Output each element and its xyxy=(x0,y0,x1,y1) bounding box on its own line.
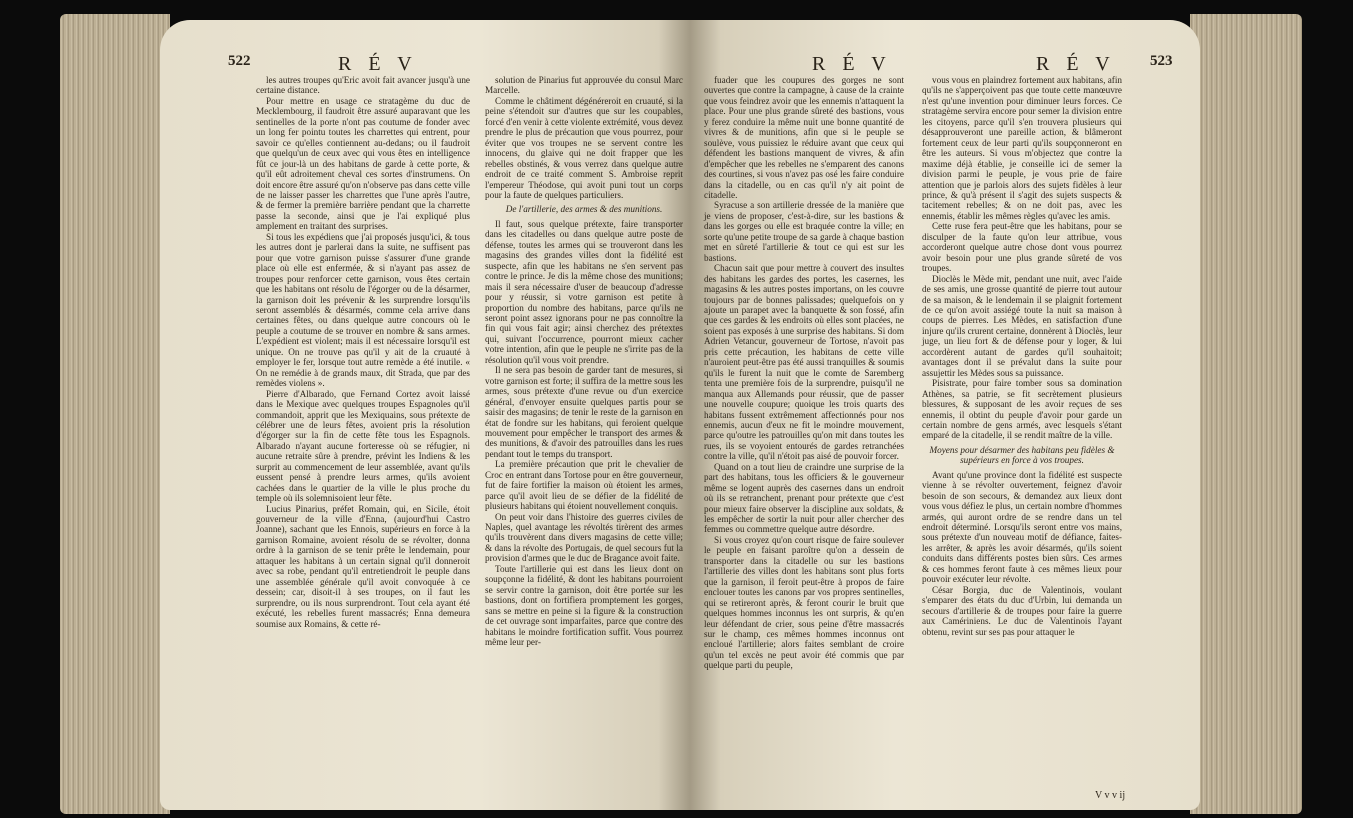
right-running-header-2: R É V xyxy=(1036,53,1116,75)
signature-mark: V v v ij xyxy=(1095,790,1126,801)
left-running-header: R É V xyxy=(338,53,418,75)
right-page-number: 523 xyxy=(1150,53,1173,69)
paragraph: Comme le châtiment dégénéreroit en cruauté, si la peine s'étendoit sur d'autres que sur les coupables, forcé d'en venir à cette violente extrémité, vous devez prendre le plus de précaution que vous pourrez, pour éviter que vos troupes ne se servent contre les innocens, du glaive qui ne doit frapper que les rebelles obstinés, & vous verrez dans quelque autre endroit de ce traité comment S. Ambroise reprit l'empereur Théodose, qui avoit puni tout un corps pour la faute de quelques particuliers. xyxy=(485,95,683,200)
paragraph: fuader que les coupures des gorges ne sont ouvertes que contre la campagne, à cause de la crainte que vous feindrez avoir que les ennemis n'attaquent la place. Pour une plus grande sûreté des bastions, vous y ferez conduire la même nuit une bonne quantité de vivres & de munitions, afin que si le peuple se soulève, vous puissiez le réduire avant que ceux qui défendent les bastions manquent de vivres, & afin d'empêcher que les rebelles ne s'emparent des canons des courtines, si vous n'avez pas osé les faire conduire dans la citadelle, ou en cas qu'il n'y ait point de citadelle. xyxy=(704,75,904,200)
paragraph: Lucius Pinarius, préfet Romain, qui, en Sicile, étoit gouverneur de la ville d'Enna, (aujourd'hui Castro Joanne), sachant que les Ennois, supérieurs en force à la garnison Romaine, avoient résolu de se révolter, donna ordre à la garnison de se tenir prête le lendemain, pour attaquer les habitans à un certain signal qu'il donneroit avec sa robe, pendant qu'il entretiendroit le peuple dans une assemblée générale qu'il avoit convoquée à ce dessein; car, disoit-il à ses troupes, on il faut les surprendre, ou ils nous surprendront. Tout cela ayant été exécuté, les rebelles furent massacrés; Enna demeura soumise aux Romains, & cette ré- xyxy=(256,503,470,629)
right-running-header-1: R É V xyxy=(812,53,892,75)
right-page xyxy=(690,20,1200,810)
left-page xyxy=(160,20,690,810)
left-page-edges xyxy=(60,14,170,814)
right-page-edges xyxy=(1190,14,1302,814)
paragraph: Si vous croyez qu'on court risque de faire soulever le peuple en faisant paroître qu'on a dessein de transporter dans la citadelle ou sur les bastions l'artillerie des villes dont les habitans sont plus forts que la garnison, il feroit peut-être à propos de faire enclouer toutes les canons par vos propres sentinelles, qui se retireront après, & feront courir le bruit que quelques hommes inconnus les ont surpris, & qu'en leur défendant de crier, sous peine d'être massacrés sur le champ, ces mêmes hommes inconnus ont encloué l'artillerie; alors faites semblant de croire qu'un tel excès ne peut avoir été commis que par quelque parti du peuple, xyxy=(704,534,904,671)
paragraph: les autres troupes qu'Eric avoit fait avancer jusqu'à une certaine distance. xyxy=(256,75,470,96)
right-column-2 xyxy=(922,75,1122,637)
paragraph: Quand on a tout lieu de craindre une surprise de la part des habitans, tous les officiers & le gouverneur même se logent auprès des casernes dans un endroit où ils se retranchent, prenant pour prétexte que c'est pour mieux faire observer la discipline aux soldats, & les empêcher de sortir la nuit pour aller chercher des femmes ou commettre quelque autre désordre. xyxy=(704,461,904,535)
paragraph: Il ne sera pas besoin de garder tant de mesures, si votre garnison est forte; il suffira de la mettre sous les armes, sous prétexte d'une revue ou d'un exercice général, d'envoyer ensuite quelques partis pour se saisir des magasins; de tenir le reste de la garnison en état de fondre sur les habitans, qui feroient quelque mouvement pour empêcher le transport des armes & des munitions, & d'avoir des patrouilles dans les rues pendant tout le temps du transport. xyxy=(485,365,683,459)
left-column-1 xyxy=(256,75,470,629)
paragraph: Dioclès le Mède mit, pendant une nuit, avec l'aide de ses amis, une grosse quantité de pierre tout autour de sa maison, & le lendemain il se plaignit fortement de ce qu'on avoit assiégé toute la nuit sa maison à coups de pierres. Les Mèdes, en satisfaction d'une injure qu'ils crurent certaine, donnèrent à Dioclès, leur juge, un lieu fort & de défense pour y loger, & lui accordèrent autant de gardes qu'il souhaitoit; avantages dont il se prévalut dans la suite pour assujettir les Mèdes sous sa puissance. xyxy=(922,273,1122,378)
paragraph: Chacun sait que pour mettre à couvert des insultes des habitans les gardes des portes, les casernes, les magasins & les autres postes importans, on les couvre toujours par de bonnes palissades; quelquefois on y ajoute un parapet avec la banquette & son fossé, afin que ces gardes & les endroits où elles sont placées, ne soient pas exposés à une surprise des habitans. Si dom Adrien Vetancur, gouverneur de Tortose, n'avoit pas pris cette précaution, les habitans de cette ville n'auroient peut-être pas été aussi tranquilles & soumis qu'ils le furent la nuit que le comte de Saremberg tenta une première fois de la surprendre, puisqu'il ne manqua aux Allemands pour réussir, que de passer une nouvelle coupure; quoique les trois quarts des habitans fussent extrêmement affectionnés pour nos ennemis, aucun d'eux ne fit le moindre mouvement, parce qu'outre les patrouilles qu'on mit dans toutes les rues, ils se voyoient entourés de gardes retranchées contre la ville, qu'il n'étoit pas aisé de pouvoir forcer. xyxy=(704,263,904,462)
paragraph: solution de Pinarius fut approuvée du consul Marc Marcelle. xyxy=(485,75,683,96)
paragraph: Pisistrate, pour faire tomber sous sa domination Athènes, sa patrie, se fit secrètement plusieurs blessures, & supposant de les avoir reçues de ses ennemis, il obtint du peuple d'avoir pour garde un certain nombre de gens armés, avec lesquels s'étant emparé de la citadelle, il se rendit maître de la ville. xyxy=(922,378,1122,441)
right-column-1 xyxy=(704,75,904,671)
left-section-heading: De l'artillerie, des armes & des munitions. xyxy=(505,204,663,215)
left-page-number: 522 xyxy=(228,53,251,69)
paragraph: Avant qu'une province dont la fidélité est suspecte vienne à se révolter ouvertement, feignez d'avoir besoin de son secours, & demandez aux lieux dont vous vous défiez le plus, un certain nombre d'hommes armés, qui auront ordre de se rendre dans un tel endroit déterminé. Lorsqu'ils seront entre vos mains, sous prétexte d'un nouveau motif de défiance, faites-les arrêter, & après les avoir désarmés, qu'ils soient conduits dans différents postes bien sûrs. Ces armes & ces hommes feront faute à ces mêmes lieux pour pouvoir exécuter leur révolte. xyxy=(922,469,1122,585)
paragraph: On peut voir dans l'histoire des guerres civiles de Naples, quel avantage les révoltés tirèrent des armes qu'ils trouvèrent dans divers magasins de cette ville; & dans la révolte des Portugais, de quel secours fut la provision d'armes que le duc de Bragance avoit faite. xyxy=(485,511,683,564)
paragraph: La première précaution que prit le chevalier de Croc en entrant dans Tortose pour en être gouverneur, fut de faire fortifier la maison où étoient les armes, parce qu'il avoit lieu de se défier de la fidélité de plusieurs habitans qui étoient nouvellement conquis. xyxy=(485,459,683,512)
paragraph: Pierre d'Albarado, que Fernand Cortez avoit laissé dans le Mexique avec quelques troupes Espagnoles qu'il commandoit, apprit que les Mexiquains, sous prétexte de célébrer une de leurs fêtes, avoient pris la résolution d'égorger sur la fin de cette fête tous les Espagnols. Albarado n'ayant aucune forteresse où se réfugier, ni aucune retraite sûre à prendre, prévint les Indiens & les surprit au commencement de leur assemblée, avant qu'ils eussent pensé à prendre leurs armes, qu'ils avoient cachées dans le quartier de la ville le plus proche du temple où ils solemnisoient leur fête. xyxy=(256,388,470,504)
paragraph: Toute l'artillerie qui est dans les lieux dont on soupçonne la fidélité, & dont les habitans pourroient se servir contre la garnison, doit être portée sur les bastions, dont on fortifiera promptement les gorges, sans se mettre en peine si la figure & la construction de cet ouvrage sont imparfaites, parce que contre des habitans le moindre fortification suffit. Vous pourrez même leur per- xyxy=(485,563,683,648)
paragraph: Cette ruse fera peut-être que les habitans, pour se disculper de la faute qu'on leur attribue, vous accorderont quelque autre chose dont vous pourrez avoir besoin pour une plus grande sûreté de vos troupes. xyxy=(922,221,1122,274)
left-column-2 xyxy=(485,75,683,647)
paragraph: César Borgia, duc de Valentinois, voulant s'emparer des états du duc d'Urbin, lui demanda un secours d'artillerie & de troupes pour faire la guerre aux Camériniens. Le duc de Valentinois l'ayant obtenu, revint sur ses pas pour attaquer le xyxy=(922,584,1122,637)
paragraph: Il faut, sous quelque prétexte, faire transporter dans les citadelles ou dans quelque autre poste de défense, toutes les armes qui se trouveront dans les magasins des grandes villes dont la fidélité est suspecte, afin que les habitans ne s'en servent pas contre le prince. Je dis la même chose des munitions; mais il sera nécessaire d'user de beaucoup d'adresse pour y réussir, si votre garnison est petite à proportion du nombre des habitans, parce qu'ils ne seront point assez ignorans pour ne pas connoître la fin qui vous fait agir; ainsi cherchez des prétextes qui, suivant l'occurrence, pourront mieux cacher votre intention, afin que le peuple ne s'irrite pas de la résolution qu'il vous voit prendre. xyxy=(485,218,683,365)
right-section-heading: Moyens pour désarmer des habitans peu fidèles & supérieurs en force à vos troupes. xyxy=(929,444,1115,466)
paragraph: Pour mettre en usage ce stratagème du duc de Mecklembourg, il faudroit être assuré auparavant que les sentinelles de la porte n'ont pas coutume de fonder avec un long fer pointu toutes les charrettes qui entrent, pour savoir ce qu'elles contiennent au-dedans; ou il faudroit que quelqu'un de ceux avec qui vous êtes en intelligence fût ce jour-là un des habitans de garde à cette porte, & qu'il eût adroitement cheval ces sortes d'instrumens. On doit encore être assuré qu'on n'observe pas dans cette ville de ne laisser passer les charrettes que l'une après l'autre, & de fermer la première barrière pendant que la charrette passe la seconde, ainsi que je l'ai expliqué plus amplement en traitant des surprises. xyxy=(256,95,470,232)
paragraph: Syracuse a son artillerie dressée de la manière que je viens de proposer, c'est-à-dire, sur les bastions & dans les gorges ou elle est braquée contre la ville; en sorte qu'une petite troupe de sa garde à chaque bastion met en sûreté l'artillerie & tout ce qui est sur les bastions. xyxy=(704,200,904,263)
paragraph: Si tous les expédiens que j'ai proposés jusqu'ici, & tous les autres dont je parlerai dans la suite, ne suffisent pas pour que votre garnison puisse s'assurer d'une grande place où elle est enfermée, & si n'ayant pas assez de troupes pour renforcer cette garnison, vous êtes certain que les habitans ont résolu de l'égorger ou de la désarmer, la garnison doit les prévenir & les surprendre lorsqu'ils seront assemblés & désarmés, comme cela arrive dans certaines fêtes, ou dans quelque autre concours où le peuple a coutume de se trouver en nombre & sans armes. L'expédient est violent; mais il est nécessaire lorsqu'il est unique. On ne trouve pas qu'il y ait de la cruauté à employer le fer, lorsque tout autre remède a été inutile. « On ne remédie à de grands maux, dit Strada, que par des remèdes violens ». xyxy=(256,231,470,389)
paragraph: vous vous en plaindrez fortement aux habitans, afin qu'ils ne s'apperçoivent pas que toute cette manœuvre n'est qu'une invention pour diminuer leurs forces. Ce stratagème servira encore pour semer la division entre les citoyens, parce qu'il s'en trouvera plusieurs qui désapprouveront une pareille action, & blâmeront fortement ceux de leur parti qu'ils soupçonneront en être les auteurs. Si vous m'objectez que contre la maxime déjà établie, je conseille ici de semer la division parmi le peuple, je vous prie de faire attention que je parlois alors des sujets fidèles à leur prince, & qu'à présent il s'agit des sujets suspects & tacitement rebelles; & on ne doit pas, avec les ennemis, établir les mêmes règles qu'avec les amis. xyxy=(922,75,1122,221)
